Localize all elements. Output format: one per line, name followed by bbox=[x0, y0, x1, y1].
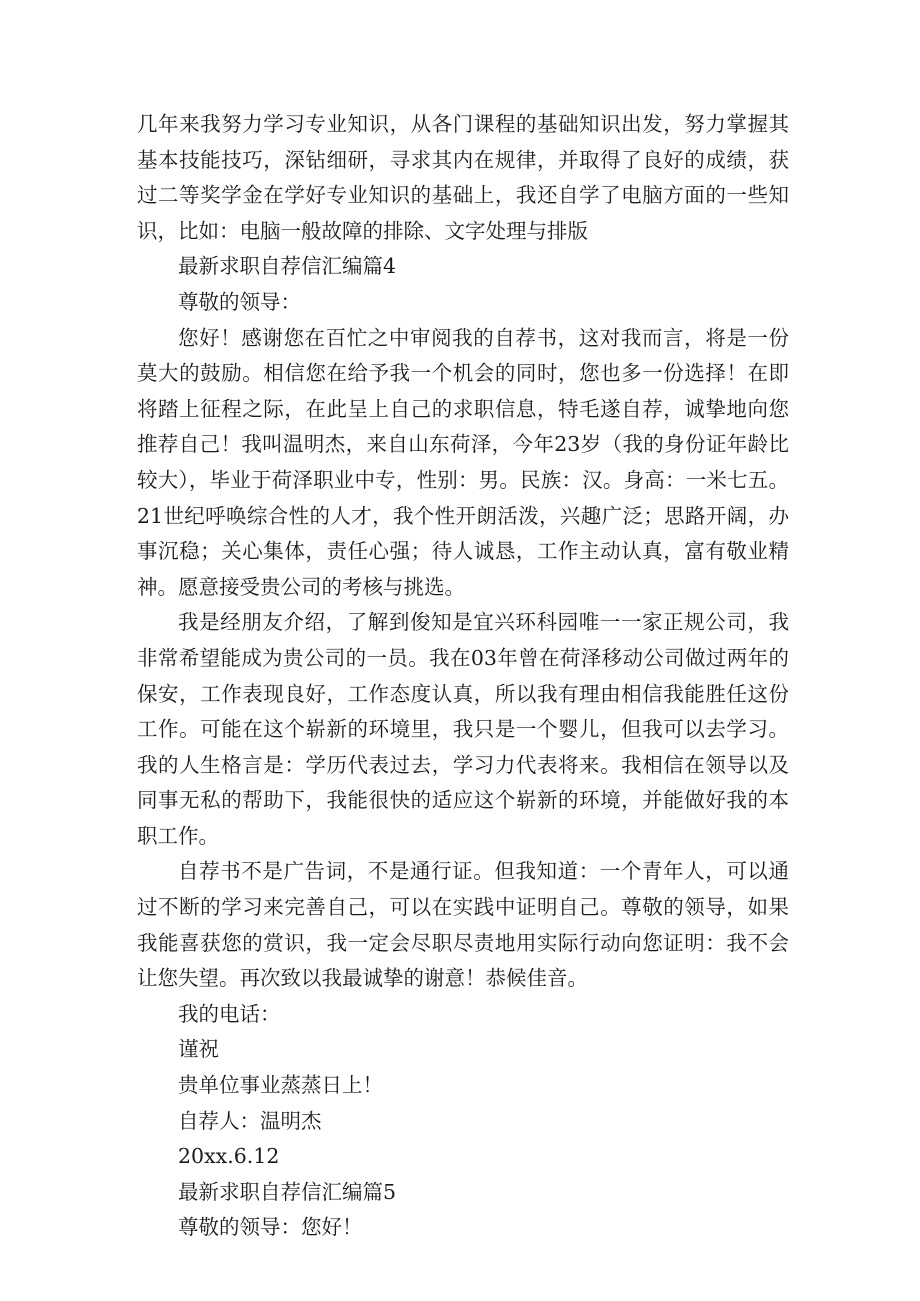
salutation: 尊敬的领导： bbox=[178, 289, 301, 314]
paragraph-skills: 几年来我努力学习专业知识，从各门课程的基础知识出发，努力掌握其基本技能技巧，深钻细研，寻求其内在规律，并取得了良好的成绩，获过二等奖学金在学好专业知识的基础上，我还自学了电脑方面的一些知识，比如：电脑一般故障的排除、文字处理与排版 bbox=[137, 112, 789, 243]
signature-line: 自荐人：温明杰 bbox=[178, 1108, 322, 1133]
paragraph-motivation: 我是经朋友介绍，了解到俊知是宜兴环科园唯一一家正规公司，我非常希望能成为贵公司的一员。我在03年曾在荷泽移动公司做过两年的保安，工作表现良好，工作态度认真，所以我有理由相信我能胜任这份工作。可能在这个崭新的环境里，我只是一个婴儿，但我可以去学习。我的人生格言是：学历代表过去，学习力代表将来。我相信在领导以及同事无私的帮助下，我能很快的适应这个崭新的环境，并能做好我的本职工作。 bbox=[137, 610, 789, 848]
date-line: 20xx.6.12 bbox=[178, 1144, 280, 1169]
paragraph-closing: 自荐书不是广告词，不是通行证。但我知道：一个青年人，可以通过不断的学习来完善自己，可以在实践中证明自己。尊敬的领导，如果我能喜获您的赏识，我一定会尽职尽责地用实际行动向您证明：我不会让您失望。再次致以我最诚挚的谢意！恭候佳音。 bbox=[137, 859, 789, 991]
section-heading-4: 最新求职自荐信汇编篇4 bbox=[178, 254, 397, 279]
section-heading-5: 最新求职自荐信汇编篇5 bbox=[178, 1179, 397, 1204]
regards-line: 谨祝 bbox=[178, 1037, 219, 1062]
document-body bbox=[137, 107, 789, 1246]
wishes-line: 贵单位事业蒸蒸日上！ bbox=[178, 1073, 383, 1098]
phone-line: 我的电话： bbox=[178, 1001, 281, 1026]
salutation-2: 尊敬的领导：您好！ bbox=[178, 1215, 363, 1240]
paragraph-introduction: 您好！感谢您在百忙之中审阅我的自荐书，这对我而言，将是一份莫大的鼓励。相信您在给予我一个机会的同时，您也多一份选择！在即将踏上征程之际，在此呈上自己的求职信息，特毛遂自荐，诚挚地向您推荐自己！我叫温明杰，来自山东荷泽，今年23岁（我的身份证年龄比较大），毕业于荷泽职业中专，性别：男。民族：汉。身高：一米七五。21世纪呼唤综合性的人才，我个性开朗活泼，兴趣广泛；思路开阔，办事沉稳；关心集体，责任心强；待人诚恳，工作主动认真，富有敬业精神。愿意接受贵公司的考核与挑选。 bbox=[137, 325, 789, 599]
